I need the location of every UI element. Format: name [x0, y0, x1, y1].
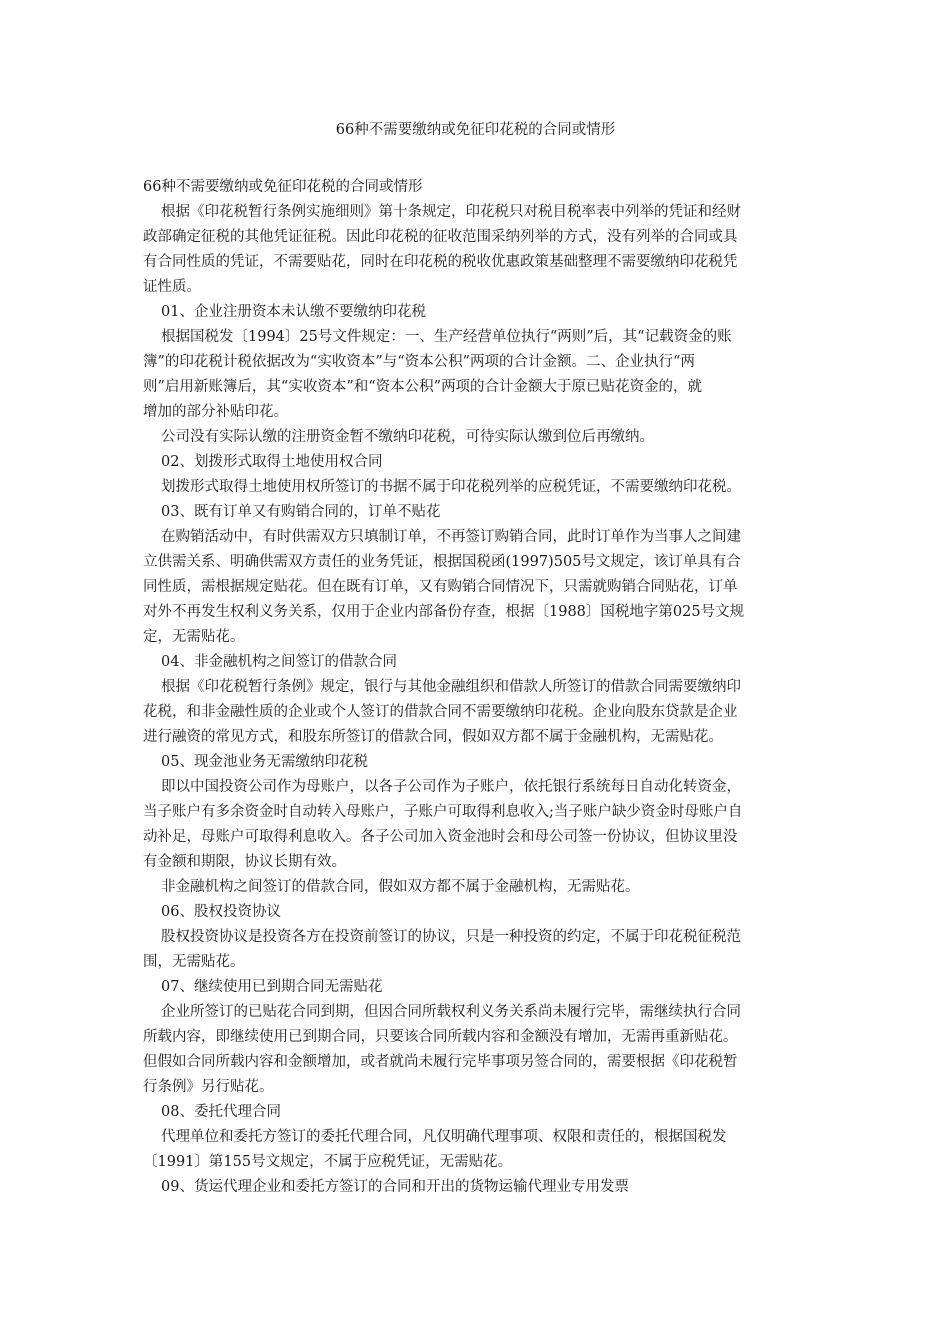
text-line: 09、货运代理企业和委托方签订的合同和开出的货物运输代理业专用发票	[161, 1179, 629, 1195]
text-line: 所载内容，即继续使用已到期合同，只要该合同所载内容和金额没有增加，无需再重新贴花。	[143, 1029, 738, 1045]
text-line: 代理单位和委托方签订的委托代理合同，凡仅明确代理事项、权限和责任的，根据国税发	[161, 1129, 727, 1145]
text-line: 公司没有实际认缴的注册资金暂不缴纳印花税，可待实际认缴到位后再缴纳。	[161, 429, 654, 445]
text-line: 非金融机构之间签订的借款合同，假如双方都不属于金融机构，无需贴花。	[161, 879, 640, 895]
text-line: 根据国税发〔1994〕25号文件规定：一、生产经营单位执行“两则”后，其“记载资金的账	[161, 329, 732, 345]
document-subtitle: 66种不需要缴纳或免征印花税的合同或情形	[143, 179, 423, 195]
text-line: 证性质。	[143, 279, 201, 295]
text-line: 同性质，需根据规定贴花。但在既有订单，又有购销合同情况下，只需就购销合同贴花，订单	[143, 579, 738, 595]
text-line: 08、委托代理合同	[161, 1104, 281, 1120]
text-line: 立供需关系、明确供需双方责任的业务凭证，根据国税函(1997)505号文规定，该订单具有合	[143, 554, 741, 570]
text-line: 当子账户有多余资金时自动转入母账户，子账户可取得利息收入;当子账户缺少资金时母账户自	[143, 804, 743, 820]
text-line: 政部确定征税的其他凭证征税。因此印花税的征收范围采纳列举的方式，没有列举的合同或具	[143, 229, 738, 245]
text-line: 根据《印花税暂行条例实施细则》第十条规定，印花税只对税目税率表中列举的凭证和经财	[161, 204, 741, 220]
text-line: 围，无需贴花。	[143, 954, 245, 970]
text-line: 05、现金池业务无需缴纳印花税	[161, 754, 368, 770]
text-line: 有金额和期限，协议长期有效。	[143, 854, 346, 870]
text-line: 股权投资协议是投资各方在投资前签订的协议，只是一种投资的约定，不属于印花税征税范	[161, 929, 741, 945]
text-line: 花税，和非金融性质的企业或个人签订的借款合同不需要缴纳印花税。企业向股东贷款是企业	[143, 704, 738, 720]
document-page	[143, 120, 808, 1200]
text-line: 01、企业注册资本未认缴不要缴纳印花税	[161, 304, 426, 320]
text-line: 行条例》另行贴花。	[143, 1079, 274, 1095]
text-line: 06、股权投资协议	[161, 904, 281, 920]
text-line: 对外不再发生权利义务关系，仅用于企业内部备份存查，根据〔1988〕国税地字第025号文规	[143, 604, 745, 620]
text-line: 02、划拨形式取得土地使用权合同	[161, 454, 383, 470]
text-line: 但假如合同所载内容和金额增加，或者就尚未履行完毕事项另签合同的，需要根据《印花税暂	[143, 1054, 738, 1070]
document-body	[143, 175, 808, 1200]
text-line: 04、非金融机构之间签订的借款合同	[161, 654, 397, 670]
text-line: 定，无需贴花。	[143, 629, 245, 645]
text-line: 07、继续使用已到期合同无需贴花	[161, 979, 383, 995]
text-line: 〔1991〕第155号文规定，不属于应税凭证，无需贴花。	[143, 1154, 513, 1170]
text-line: 进行融资的常见方式，和股东所签订的借款合同，假如双方都不属于金融机构，无需贴花。	[143, 729, 723, 745]
text-line: 则”启用新账簿后，其“实收资本”和“资本公积”两项的合计金额大于原已贴花资金的，就	[143, 379, 703, 395]
text-line: 即以中国投资公司作为母账户，以各子公司作为子账户，依托银行系统每日自动化转资金，	[161, 779, 741, 795]
text-line: 根据《印花税暂行条例》规定，银行与其他金融组织和借款人所签订的借款合同需要缴纳印	[161, 679, 741, 695]
document-title: 66种不需要缴纳或免征印花税的合同或情形	[335, 122, 616, 138]
text-line: 在购销活动中，有时供需双方只填制订单，不再签订购销合同，此时订单作为当事人之间建	[161, 529, 741, 545]
text-line: 增加的部分补贴印花。	[143, 404, 288, 420]
text-lines	[143, 200, 808, 1200]
text-line: 03、既有订单又有购销合同的，订单不贴花	[161, 504, 441, 520]
text-line: 簿”的印花税计税依据改为“实收资本”与“资本公积”两项的合计金额。二、企业执行“两	[143, 354, 695, 370]
text-line: 有合同性质的凭证，不需要贴花，同时在印花税的税收优惠政策基础整理不需要缴纳印花税凭	[143, 254, 738, 270]
text-line: 动补足，母账户可取得利息收入。各子公司加入资金池时会和母公司签一份协议，但协议里没	[143, 829, 738, 845]
text-line: 划拨形式取得土地使用权所签订的书据不属于印花税列举的应税凭证，不需要缴纳印花税。	[161, 479, 741, 495]
text-line: 企业所签订的已贴花合同到期，但因合同所载权利义务关系尚未履行完毕，需继续执行合同	[161, 1004, 741, 1020]
